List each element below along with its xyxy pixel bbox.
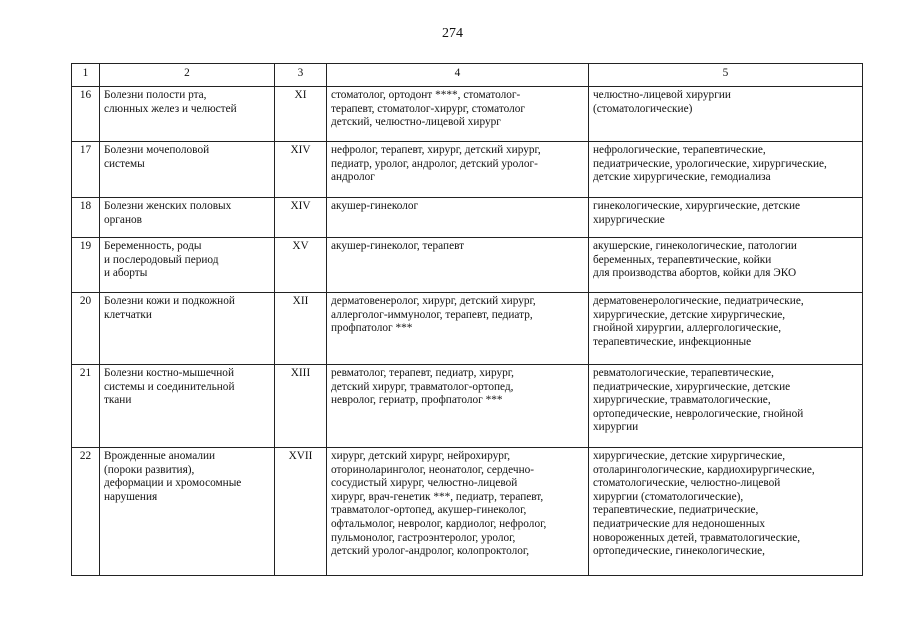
icd-class: XVII bbox=[275, 448, 327, 576]
table-row bbox=[72, 293, 863, 365]
bed-profiles-cell: ревматологические, терапевтические, педиатрические, хирургические, детские хирургические, травматологические, ортопедические, неврологические, гнойной хирургии bbox=[589, 365, 863, 448]
header-col-3: 3 bbox=[275, 64, 327, 87]
table-row bbox=[72, 87, 863, 142]
disease-class-name: Врожденные аномалии (пороки развития), деформации и хромосомные нарушения bbox=[100, 448, 275, 576]
bed-profiles-cell: нефрологические, терапевтические, педиатрические, урологические, хирургические, детские хирургические, гемодиализа bbox=[589, 142, 863, 198]
row-number: 18 bbox=[72, 198, 100, 238]
icd-class: XIV bbox=[275, 142, 327, 198]
specialists-cell: дерматовенеролог, хирург, детский хирург, аллерголог-иммунолог, терапевт, педиатр, профпатолог *** bbox=[327, 293, 589, 365]
disease-class-name: Болезни женских половых органов bbox=[100, 198, 275, 238]
icd-class: XIII bbox=[275, 365, 327, 448]
page-number: 274 bbox=[442, 26, 463, 41]
row-number: 16 bbox=[72, 87, 100, 142]
specialists-cell: акушер-гинеколог bbox=[327, 198, 589, 238]
bed-profiles-cell: челюстно-лицевой хирургии (стоматологические) bbox=[589, 87, 863, 142]
table-row bbox=[72, 448, 863, 576]
disease-class-name: Болезни кожи и подкожной клетчатки bbox=[100, 293, 275, 365]
disease-class-name: Болезни мочеполовой системы bbox=[100, 142, 275, 198]
header-row bbox=[72, 64, 863, 87]
table-row bbox=[72, 238, 863, 293]
header-col-1: 1 bbox=[72, 64, 100, 87]
specialists-cell: хирург, детский хирург, нейрохирург, оториноларинголог, неонатолог, сердечно- сосудистый хирург, челюстно-лицевой хирург, врач-генетик ***, педиатр, терапевт, травматолог-ортопед, акушер-гинеколог, офтальмолог, невролог, кардиолог, нефролог, пульмонолог, гастроэнтеролог, уролог, детский уролог-андролог, колопроктолог, bbox=[327, 448, 589, 576]
disease-class-name: Болезни костно-мышечной системы и соединительной ткани bbox=[100, 365, 275, 448]
icd-class: XV bbox=[275, 238, 327, 293]
row-number: 20 bbox=[72, 293, 100, 365]
row-number: 22 bbox=[72, 448, 100, 576]
specialists-cell: нефролог, терапевт, хирург, детский хирург, педиатр, уролог, андролог, детский уролог- андролог bbox=[327, 142, 589, 198]
disease-class-name: Беременность, роды и послеродовый период и аборты bbox=[100, 238, 275, 293]
bed-profiles-cell: акушерские, гинекологические, патологии беременных, терапевтические, койки для производства абортов, койки для ЭКО bbox=[589, 238, 863, 293]
row-number: 17 bbox=[72, 142, 100, 198]
bed-profiles-cell: дерматовенерологические, педиатрические, хирургические, детские хирургические, гнойной хирургии, аллергологические, терапевтические, инфекционные bbox=[589, 293, 863, 365]
table-row bbox=[72, 198, 863, 238]
specialists-cell: ревматолог, терапевт, педиатр, хирург, детский хирург, травматолог-ортопед, невролог, гериатр, профпатолог *** bbox=[327, 365, 589, 448]
bed-profiles-cell: хирургические, детские хирургические, отоларингологические, кардиохирургические, стоматологические, челюстно-лицевой хирургии (стоматологические), терапевтические, педиатрические, педиатрические для недоношенных новороженных детей, травматологические, ортопедические, гинекологические, bbox=[589, 448, 863, 576]
icd-class: XIV bbox=[275, 198, 327, 238]
header-col-4: 4 bbox=[327, 64, 589, 87]
icd-class: XI bbox=[275, 87, 327, 142]
table-row bbox=[72, 142, 863, 198]
table-row bbox=[72, 365, 863, 448]
disease-class-name: Болезни полости рта, слюнных желез и челюстей bbox=[100, 87, 275, 142]
specialists-cell: акушер-гинеколог, терапевт bbox=[327, 238, 589, 293]
header-col-2: 2 bbox=[100, 64, 275, 87]
row-number: 21 bbox=[72, 365, 100, 448]
icd-class: XII bbox=[275, 293, 327, 365]
diseases-table bbox=[71, 63, 863, 576]
row-number: 19 bbox=[72, 238, 100, 293]
bed-profiles-cell: гинекологические, хирургические, детские хирургические bbox=[589, 198, 863, 238]
specialists-cell: стоматолог, ортодонт ****, стоматолог- терапевт, стоматолог-хирург, стоматолог детский, челюстно-лицевой хирург bbox=[327, 87, 589, 142]
header-col-5: 5 bbox=[589, 64, 863, 87]
